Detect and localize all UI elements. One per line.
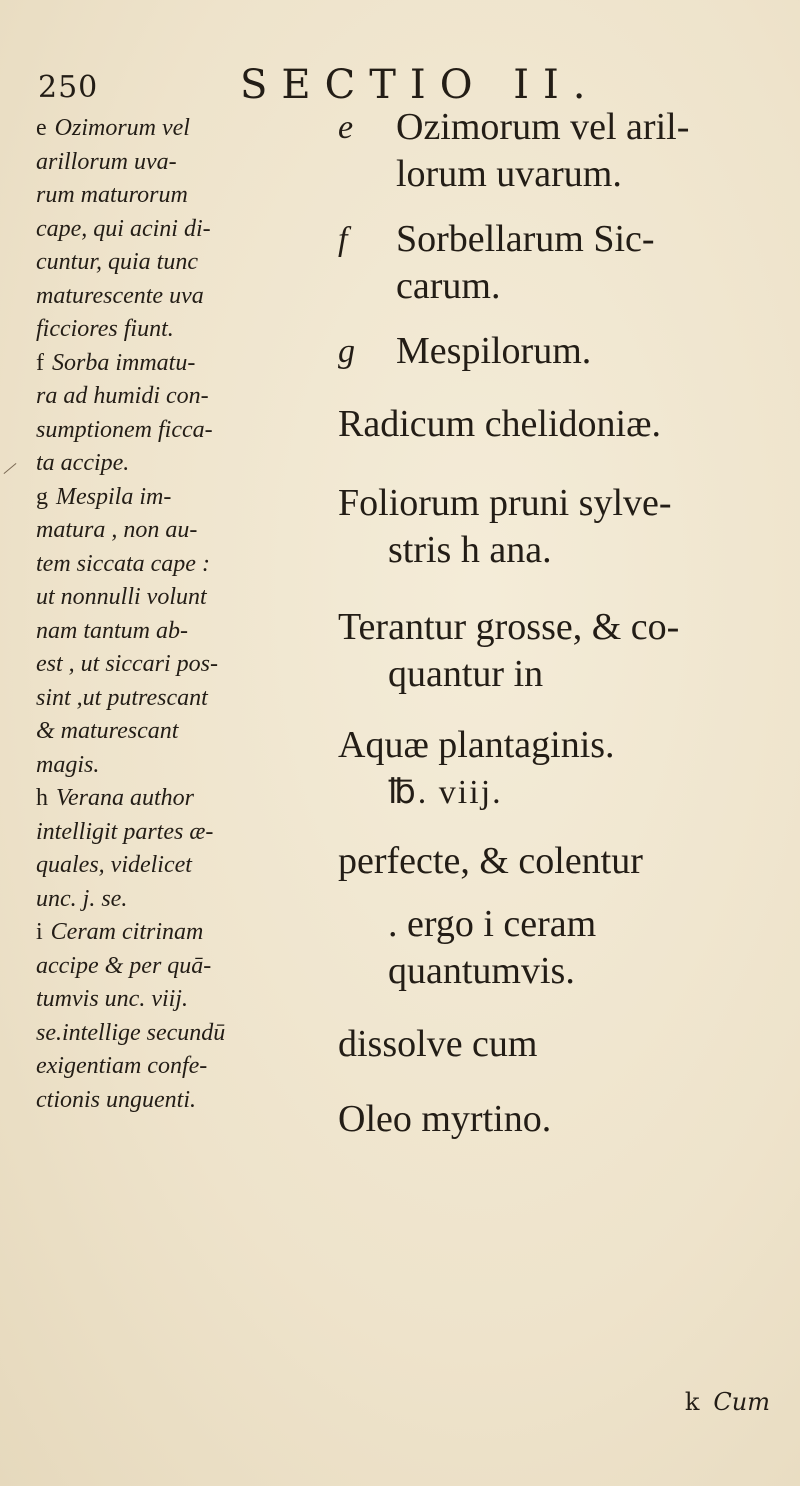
entry-line: Oleo myrtino. (338, 1098, 552, 1140)
note-line: matura , non au- (36, 517, 198, 543)
entry-line: perfecte, & colentur (338, 840, 643, 882)
marginal-note-e (36, 112, 336, 347)
note-line: ut nonnulli volunt (36, 584, 207, 610)
section-title: SECTIO II. (240, 62, 600, 108)
note-letter: i (36, 919, 43, 945)
entry-line: ℔. viij. (388, 774, 503, 811)
note-line: cuntur, quia tunc (36, 249, 198, 275)
note-line: est , ut siccari pos- (36, 651, 218, 677)
note-line: accipe & per quā- (36, 952, 212, 979)
entry-marker: g (338, 333, 355, 370)
entry-line: lorum uvarum. (396, 153, 622, 195)
page-number: 250 (38, 70, 99, 105)
note-line: tumvis unc. viij. (36, 986, 188, 1012)
note-line: & maturescant (36, 718, 179, 744)
note-line: unc. j. se. (36, 885, 128, 912)
entry-line: carum. (396, 265, 501, 307)
recipe-entry-oleo (338, 1096, 778, 1143)
marginal-note-i (36, 916, 336, 1117)
note-line: ta accipe. (36, 450, 130, 476)
note-line: magis. (36, 751, 100, 778)
note-line: tem siccata cape : (36, 550, 210, 577)
recipe-entry-foliorum (338, 480, 778, 574)
entry-line: Foliorum pruni sylve- (338, 482, 672, 524)
note-letter: f (36, 349, 44, 376)
note-line: maturescente uva (36, 282, 204, 309)
margin-pen-mark (4, 463, 17, 474)
recipe-entry-perfecte (338, 838, 778, 885)
entry-line: Ozimorum vel aril- (396, 106, 690, 148)
note-line: exigentiam confe- (36, 1053, 208, 1079)
recipe-entry-e (338, 104, 778, 198)
entry-line: quantur in (388, 653, 544, 695)
note-letter: g (36, 483, 48, 510)
catchword-letter: k (684, 1388, 700, 1416)
recipe-entry-dissolve (338, 1021, 778, 1068)
entry-line: Sorbellarum Sic- (396, 218, 655, 260)
note-letter: e (36, 115, 47, 141)
catchword-word: Cum (713, 1388, 770, 1416)
recipe-entry-aquae (338, 722, 778, 769)
note-line: Verana author (56, 785, 194, 811)
entry-marker: f (338, 221, 348, 258)
note-line: Ceram citrinam (50, 919, 204, 945)
note-line: quales, videlicet (36, 852, 192, 878)
note-line: sumptionem ficca- (36, 416, 213, 443)
note-line: nam tantum ab- (36, 617, 188, 644)
entry-line: stris h ana. (388, 529, 552, 571)
entry-marker: e (338, 109, 354, 146)
entry-line: dissolve cum (338, 1023, 538, 1065)
note-line: Mespila im- (56, 483, 172, 510)
note-line: ctionis unguenti. (36, 1086, 196, 1113)
entry-line: quantumvis. (388, 950, 575, 992)
recipe-entry-radicum (338, 401, 778, 448)
recipe-entry-f (338, 216, 778, 310)
note-line: intelligit partes æ- (36, 818, 214, 845)
note-line: se.intellige secundū (36, 1019, 226, 1046)
main-text-column (338, 104, 778, 1143)
marginal-note-h (36, 782, 336, 916)
recipe-entry-ergo (338, 901, 778, 995)
entry-line: . ergo i ceram (388, 903, 597, 945)
catchword (685, 1388, 770, 1416)
note-line: Ozimorum vel (54, 115, 190, 141)
entry-line: Terantur grosse, & co- (338, 606, 680, 648)
entry-line: Aquæ plantaginis. (338, 724, 615, 766)
note-line: cape, qui acini di- (36, 215, 211, 242)
recipe-entry-g (338, 328, 778, 375)
note-letter: h (36, 785, 48, 811)
marginal-note-f (36, 347, 336, 481)
entry-line: Radicum chelidoniæ. (338, 403, 661, 445)
note-line: sint ,ut putrescant (36, 684, 208, 711)
recipe-entry-terantur (338, 604, 778, 698)
marginal-notes-column (36, 112, 336, 1117)
note-line: ra ad humidi con- (36, 383, 209, 409)
marginal-note-g (36, 481, 336, 783)
recipe-entry-pound (338, 769, 778, 816)
note-line: ficciores fiunt. (36, 316, 174, 342)
note-line: Sorba immatu- (52, 349, 196, 376)
entry-line: Mespilorum. (396, 330, 592, 372)
note-line: arillorum uva- (36, 148, 177, 175)
note-line: rum maturorum (36, 182, 188, 208)
